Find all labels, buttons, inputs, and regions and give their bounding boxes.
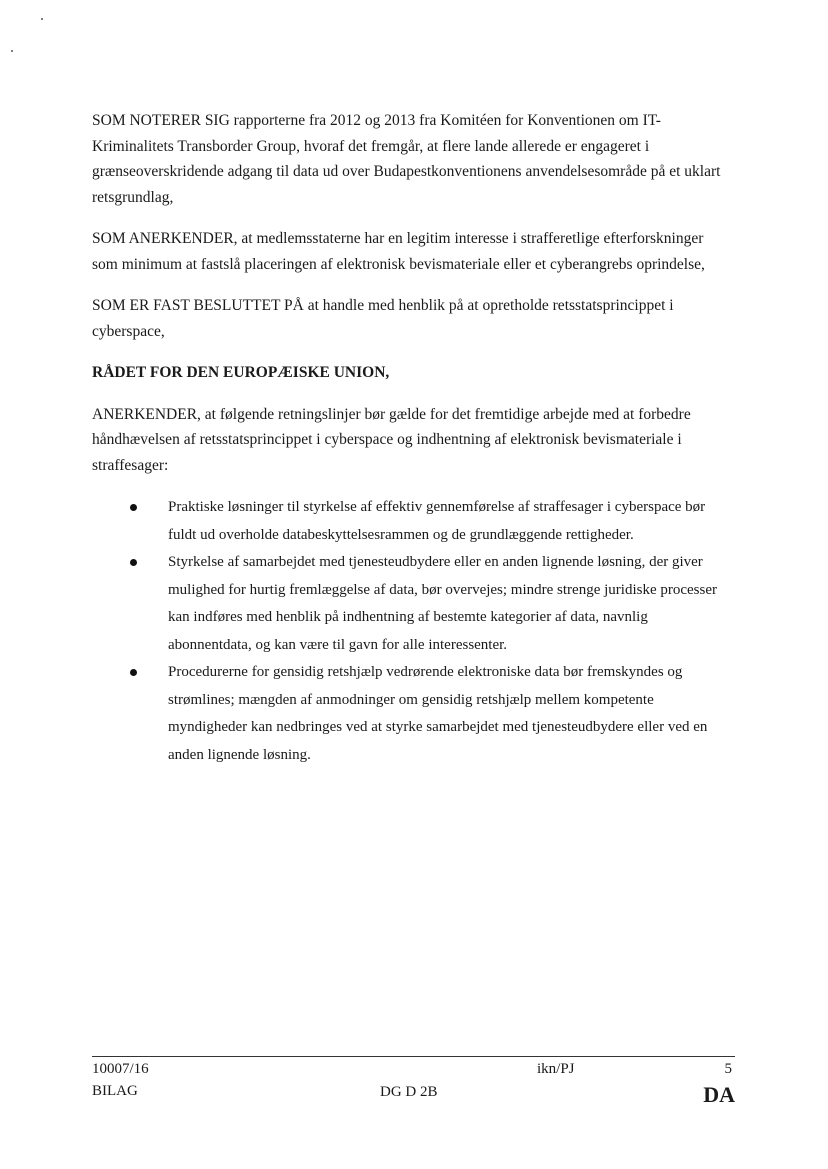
list-item [92, 494, 732, 549]
recital-paragraph: SOM ANERKENDER, at medlemsstaterne har en legitim interesse i strafferetlige efterforskninger som minimum at fastslå placeringen af elektronisk bevismateriale eller et cyberangrebs oprindelse, [92, 230, 705, 273]
scan-speck [41, 18, 43, 20]
bullet-icon [130, 669, 137, 676]
recital-paragraph: SOM ER FAST BESLUTTET PÅ at handle med henblik på at opretholde retsstatsprincippet i cyberspace, [92, 297, 674, 340]
scan-speck [11, 50, 13, 52]
annex-label: BILAG [92, 1083, 138, 1099]
page-number: 5 [724, 1061, 732, 1077]
bullet-icon [130, 504, 137, 511]
council-heading: RÅDET FOR DEN EUROPÆISKE UNION, [92, 364, 390, 381]
document-body [92, 108, 732, 769]
document-number: 10007/16 [92, 1061, 149, 1077]
list-item-text: Praktiske løsninger til styrkelse af effektiv gennemførelse af straffesager i cyberspace bør fuldt ud overholde databeskyttelsesrammen og de grundlæggende rettigheder. [168, 499, 706, 543]
list-item [92, 659, 732, 769]
bullet-icon [130, 559, 137, 566]
language-code: DA [703, 1082, 735, 1107]
recital-paragraph: SOM NOTERER SIG rapporterne fra 2012 og 2013 fra Komitéen for Konventionen om IT-Kriminalitets Transborder Group, hvoraf det fremgår, at flere lande allerede er engageret i grænseoverskridende adgang til data ud over Budapestkonventionens anvendelsesområde på et uklart retsgrundlag, [92, 112, 721, 206]
guideline-list [92, 494, 732, 769]
list-item [92, 549, 732, 659]
unit-code: DG D 2B [380, 1084, 438, 1100]
author-initials: ikn/PJ [537, 1061, 575, 1077]
list-item-text: Styrkelse af samarbejdet med tjenesteudbydere eller en anden lignende løsning, der giver mulighed for hurtig fremlæggelse af data, bør overvejes; mindre strenge juridiske processer kan indføres med henblik på indhentning af bestemte kategorier af data, navnlig abonnentdata, og kan være til gavn for alle interessenter. [168, 554, 717, 653]
intro-paragraph: ANERKENDER, at følgende retningslinjer bør gælde for det fremtidige arbejde med at forbedre håndhævelsen af retsstatsprincippet i cyberspace og indhentning af elektronisk bevismateriale i straffesager: [92, 405, 691, 474]
list-item-text: Procedurerne for gensidig retshjælp vedrørende elektroniske data bør fremskyndes og strømlines; mængden af anmodninger om gensidig retshjælp mellem kompetente myndigheder kan nedbringes ved at styrke samarbejdet med tjenesteudbydere eller ved en anden lignende løsning. [168, 664, 708, 763]
page-footer [92, 1056, 735, 1113]
